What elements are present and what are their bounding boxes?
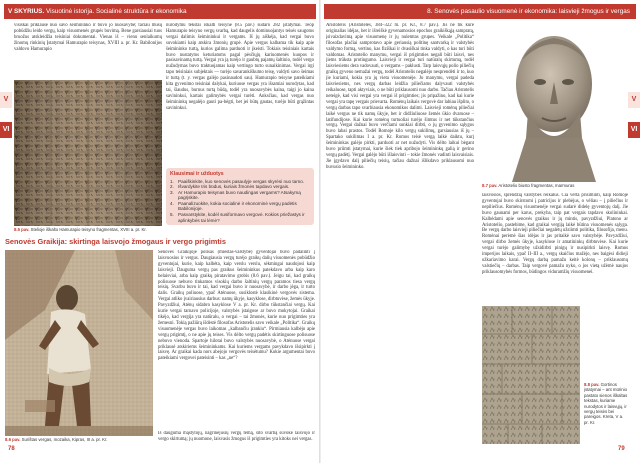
- question-text: Paanalizuokite, kokia socialinė ir ekonominė vergų padėtis Babilonijoje.: [178, 200, 297, 212]
- left-tab-v[interactable]: V: [0, 92, 12, 108]
- questions-title: Klausimai ir užduotys: [170, 171, 224, 177]
- left-right-column-text: nurodymu tekstai iškalti teisyne (8.5 pav.) sudaro 282 įstatymai. Teop Hamurapio teisyno vergų svarbą, kad daugelis dominuojantys teisės saugotos vergai dalimis šeimininkui ir vergams. Iš jų aiškėja, kad vergai buvo suvokiami kaip atskira žmonių grupė. Apie vergus kalbama tik kaip apie šeimininko turtą, kurios galima parduoti ir įkeisti. Tokiais teisiniais kartais buvo nustatytos keturiatoms pagal pėsčiųjų kariuomenės kuopos ir pasisavinamą turtą. Vergai yra ją turėjo ir gaubtų pajamų šaltinio, todėl vergo nužudymas buvo traktuojamas kaip vertingo turto sunaikinimas. Vergai irgi tapo teisiniais subjektais — turėjo savarankiškumo teisę, valdyti savo šeimas ir turtą (t. y. vergas galėjo pasinaudoti sau). Hamurapio teisyne pateikiami kita gyvenimo teisiniai dalykai, kuriuose vergas yra išsamiai nurodytas, kad tai, šiaudus, burnus turtą būdą, todėl yra nuosavybės kaina, taigi jo kaina savininkui, kartais galimybės vergai turėti. Anksčiau, kad vergas nuo šeimininkų negalėjo gauti pa-bėgti, bet jei būtų gautas, turėjo būti grąžintas savininkui.: [166, 23, 314, 111]
- mosaic-figure-icon: [5, 250, 153, 436]
- questions-list: [170, 179, 310, 224]
- question-text: Ar Hamurapio teisynas buvo naudingas vergams? Atsakymą pagrįskite.: [178, 189, 301, 201]
- question-text: Pasvarstykite, kodėl susiformavo vergovė. Kokios priežastys ir aplinkybės tai lėmė?: [178, 212, 305, 223]
- gortyn-code-image: [482, 306, 580, 444]
- question-text: Paaiškinkite, kuo senovės pasaulyje vergas skyrėsi nuo tarno.: [178, 178, 305, 184]
- right-page-header: [324, 4, 636, 19]
- right-tab-vi[interactable]: VI: [628, 122, 640, 138]
- cuneiform-inscription-icon: [14, 80, 162, 226]
- question-text: Išvardykite tris būdus, kuriais žmonės tapdavo vergais.: [178, 184, 290, 190]
- left-page-header: [4, 4, 316, 19]
- question-number: 2.: [170, 184, 174, 190]
- questions-box: [166, 168, 314, 225]
- mosaic-caption: [5, 437, 155, 445]
- aristotle-section-text: Aristotelis (Aristotelės, 384–322 m. pr. Kr., 8.7 pav.). Jis ne tik kūrė originalias idėjas, bet ir išreiškė gyvenamosios epochos graikiškąją sampratą, įsivaizdavimą apie visuomenę ir jų nulemtas grupes. Veikale „Politika“ filosofas plačiai samprotavo apie geriausią politinę santvarką ir valstybės valdymo formą, vertino, kas fiziškai ir dvasiškai tinka valdyti, o kas turi būti valdomas. Aristotelio manymu, vergai iš prigimties negali būti laisvi, nes jiems trūksta protingumo. Laisvieji ir vergai turi natūralų skirtumą, todėl laisviesiems dera vadovauti, o vergams – paklusti. Tarp laisvųjų polio piliečių graikų gyveno nemažai vergų, todėl Aristotelis negalėjo nesprendėti ir to, kuo jie kuriami, kokia yra jų vieta visuomenėje. Jo manymu, vergai padeda laisviesiems, nes vergų darbas leidžia piliečiams dalyvauti valstybės reikaluose, tapti aktyviais, o ne būti priklausomi nuo darbo. Tačiau Aristotelis neteigė, kad visi vergai yra vergai iš prigimties; jis pripažino, kad kai kurie vergai yra tapę vergais prievarta. Romėnų laikais vergovė dar labiau išplito, o vergų darbas tapo svarbiausia ekonomikos dalimi. Laisvieji romėnų piliečiai laikė vergus ne tik namų ūkyje, bet ir didžiuliuose žemės ūkio dvaruose – latifundijose. Kai kurie romėnų turtuoliai turėjo šimtus ir net tūkstančius vergų. Vergai dažnai buvo verčiami sunkiai dirbti, o jų gyvenimo sąlygos buvo labai prastos. Todėl Romoje kilo vergų sukilimų, garsiausias iš jų – Spartako sukilimas I a. pr. Kr. Romos teisė vergą laikė daiktu, kurį šeimininkas galėjo pirkti, parduoti ar net nužudyti. Vis dėlto laikui bėgant buvo priimti įstatymai, kurie šiek tiek apribojo šeimininkų galią ir gerino vergų padėtį. Vergai galėjo būti išlaisvinti – tokie žmonės vadinti laisvaisiais. Jie įgydavo dalį piliečių teisių, tačiau dažnai išlikdavo priklausomi nuo buvusio šeimininko.: [326, 23, 474, 170]
- left-intro-text: visiškai priklausė nuo savo šeimininko ir buvo jo nuosavybė; tačiau mūsų pobūdžiu leido vergų, kaip visuomenės grupės buvimą. Bene garsiausiai tuos bruožus atskleidžia teisiniai dokumentai. Vienas iš – vienu senlaikumų žinomų rinkinių Įstatymai Hamurapio teisynas, XVIII a. pr. Kr. Babilonijos valdovo Hamurapio: [14, 23, 162, 52]
- section-header-title: 8. Senovės pasaulio visuomenė ir ekonomika: laisvieji žmogus ir vergas: [427, 8, 630, 15]
- slave-mosaic-image: [5, 250, 153, 436]
- question-item: [170, 201, 310, 212]
- bust-icon: [482, 20, 626, 182]
- hammurabi-code-image: [14, 80, 162, 226]
- greece-section-text: Senovės Graikijoje polisas (miestas-valstybė) gyventojai buvo padalinti į laisvuosius ir vergus. Daugiausia vergų turėjo graikų dalių visuomenės pobūdžio gyventojai, kurie, kaip kalbėta, kaip verslu verslu, sėkmingai naudojosi kaip laisvieji. Dauguma vergų pas graikus šeimininkus patekdavo arba kaip karo belaisviai, arba kaip graikų piratavimo grobis (8.6 pav.). Jeigu tai, kad graikų polisuose nebuvo tinkamos visokių darbo šaltinių vergų paramos tiesa vergų teisių. Svarbu buvo ir tai, kad vergai buvo ir nuosavybė, ir darbo jėga, ir turto dalis. Graikų poliuose, ypač Atėnuose, susiklostė klasikinė vergovės sistema. Vergai atliko įvairiausius darbus: namų ūkyje, kasyklose, dirbtuvėse, žemės ūkyje. Pavyzdžiui, Atėnų sidabro kasyklose V a. pr. Kr. dirbo tūkstančiai vergų. Kai kurie vergai tarnavo policijoje, valstybės įstaigose ar buvo mokytojai. Graikai tikėjo, kad vergija yra natūralu, o vergai – tai žmonės, kurie nuo prigimties yra žemesni. Tokią pažiūrą išdėstė filosofas Aristotelis savo veikale „Politika“. Graikų visuomenėje vergas buvo laikomas „kalbančiu įrankiu“. Pirmiausia kalbėjo apie vergų prigimtį, o ne apie jų teises. Vis dėlto vergų padėtis skirtinguose polisuose nebuvo vienoda. Spartoje hilotai buvo valstybės nuosavybė, o Atėnuose vergai priklausė atskiriems šeimininkams. Kai kuriems vergams pavykdavo išsipirkti į laisvę. Ar graikai kada nors abejojo vergovės teisėtumu? Kokie argumentai buvo pateikiami vergovei pateisinti – kas „ne“?: [158, 250, 315, 362]
- right-side-column-text: laisvosios, sprendžią valstybės reikalus. Čia verta prisiminti, kaip Romoje gyventojai buvo skirstomi į patricijus ir plebėjus, o vėliau – į piliečius ir nepiliečius. Romėnų visuomenėje vergai sudarė didelę gyventojų dalį. Jie buvo gaunami per karus, prekyba, taip pat vergais tapdavo skolininkai. Kalbėdami apie senovės graikus ir jų mintis, pavyzdžiui, Platono ar Aristotelio, pastebime, kad graikai vergiją laikė būtina visuomenės sąlyga. Be vergų darbo laisvieji piliečiai negalėtų užsiimti politika, filosofija, menu. Romėnai perėmė šias idėjas ir jas pritaikė savo valstybėje. Pavyzdžiui, vergai dirbo žemės ūkyje, kasyklose ir amatininkų dirbtuvėse. Kai kurie vergai turėjo galimybę užsidirbti pinigų ir nusipirkti laisvę. Romos imperijos laikais, ypač II–III a., vergų skaičius mažėjo, nes baigėsi didieji užkariavimo karai. Vergų darbą pamažu keitė kolonų – priklausomų valstiečių – darbas. Taip vergovė pamažu nyko, o jos vietą užėmė naujos priklausomybės formos, būdingos viduramžių visuomenei.: [482, 193, 628, 275]
- figure-caption-text: Surištas vergas, mozaika, Kipras, III a. pr. Kr.: [21, 437, 108, 442]
- right-tab-v[interactable]: V: [628, 92, 640, 108]
- question-number: 5.: [170, 212, 174, 218]
- question-item: [170, 212, 310, 223]
- hammurabi-caption: [14, 227, 164, 235]
- bust-caption: [482, 183, 628, 191]
- page-fold: [319, 0, 321, 463]
- question-number: 4.: [170, 200, 174, 206]
- figure-caption-text: Gortinos įstatymai – ant mūrinio pastato sienos iškaltas tekstas, kuriame nurodytos ir laisvųjų, ir vergų teisės bei pareigos. Kreta, V a. pr. Kr.: [584, 382, 628, 425]
- chapter-label: V SKYRIUS.: [8, 8, 45, 15]
- figure-number: 8.6 pav.: [5, 437, 21, 442]
- question-item: [170, 190, 310, 201]
- figure-number: 8.7 pav.: [482, 183, 498, 188]
- section-heading: Senovės Graikija: skirtinga laisvojo žmogaus ir vergo prigimtis: [5, 237, 226, 246]
- figure-number: 8.8 pav.: [584, 382, 600, 387]
- stone-wall-icon: [482, 306, 580, 444]
- page-number-right: 79: [618, 446, 625, 452]
- page-number-left: 78: [8, 446, 15, 452]
- figure-number: 8.5 pav.: [14, 227, 30, 232]
- gortyn-caption: [584, 382, 628, 444]
- question-number: 1.: [170, 178, 174, 184]
- figure-caption-text: Stelioje iškalto Hamurapio teisyno fragmentas, XVIII a. pr. Kr.: [30, 227, 147, 232]
- figure-caption-text: Aristotelio biusto fragmentas, marmuras: [498, 183, 575, 188]
- left-tab-vi[interactable]: VI: [0, 122, 12, 138]
- aristotle-bust-image: [482, 20, 626, 182]
- chapter-title: Visuotinė istorija. Socialinė struktūra ir ekonomika: [46, 8, 187, 15]
- greece-section-text-end: Iš dauguma mąstytojų, nagrinėjusių vergų temą, šito svarbą suvokė laisvojo ir vergo skirtumą; jų nuomone, laisvasis žmogus iš prigimties yra kitoks nei vergas.: [158, 431, 315, 442]
- question-number: 3.: [170, 189, 174, 195]
